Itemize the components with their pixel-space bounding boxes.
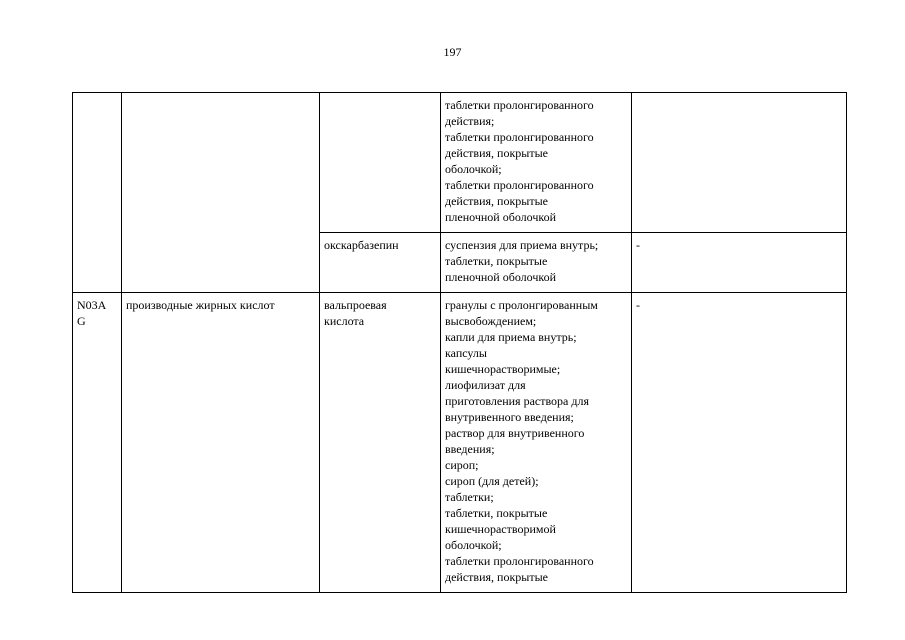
group-name-cell: производные жирных кислот	[122, 293, 320, 593]
table-row	[73, 293, 847, 593]
note-cell: -	[632, 293, 847, 593]
substance-cell: окскарбазепин	[320, 233, 441, 293]
substance-cell: вальпроевая кислота	[320, 293, 441, 593]
dosage-forms-cell: суспензия для приема внутрь; таблетки, покрытые пленочной оболочкой	[441, 233, 632, 293]
page-number: 197	[443, 45, 462, 59]
atc-code-cell	[73, 93, 122, 293]
group-name-cell	[122, 93, 320, 293]
note-cell: -	[632, 233, 847, 293]
atc-code-cell: N03A G	[73, 293, 122, 593]
drug-table	[72, 92, 847, 593]
dosage-forms-cell: гранулы с пролонгированным высвобождением; капли для приема внутрь; капсулы кишечнорастворимые; лиофилизат для приготовления раствора для внутривенного введения; раствор для внутривенного введения; сироп; сироп (для детей); таблетки; таблетки, покрытые кишечнорастворимой оболочкой; таблетки пролонгированного действия, покрытые	[441, 293, 632, 593]
table-row	[73, 93, 847, 233]
dosage-forms-cell: таблетки пролонгированного действия; таблетки пролонгированного действия, покрытые оболочкой; таблетки пролонгированного действия, покрытые пленочной оболочкой	[441, 93, 632, 233]
note-cell	[632, 93, 847, 233]
substance-cell	[320, 93, 441, 233]
